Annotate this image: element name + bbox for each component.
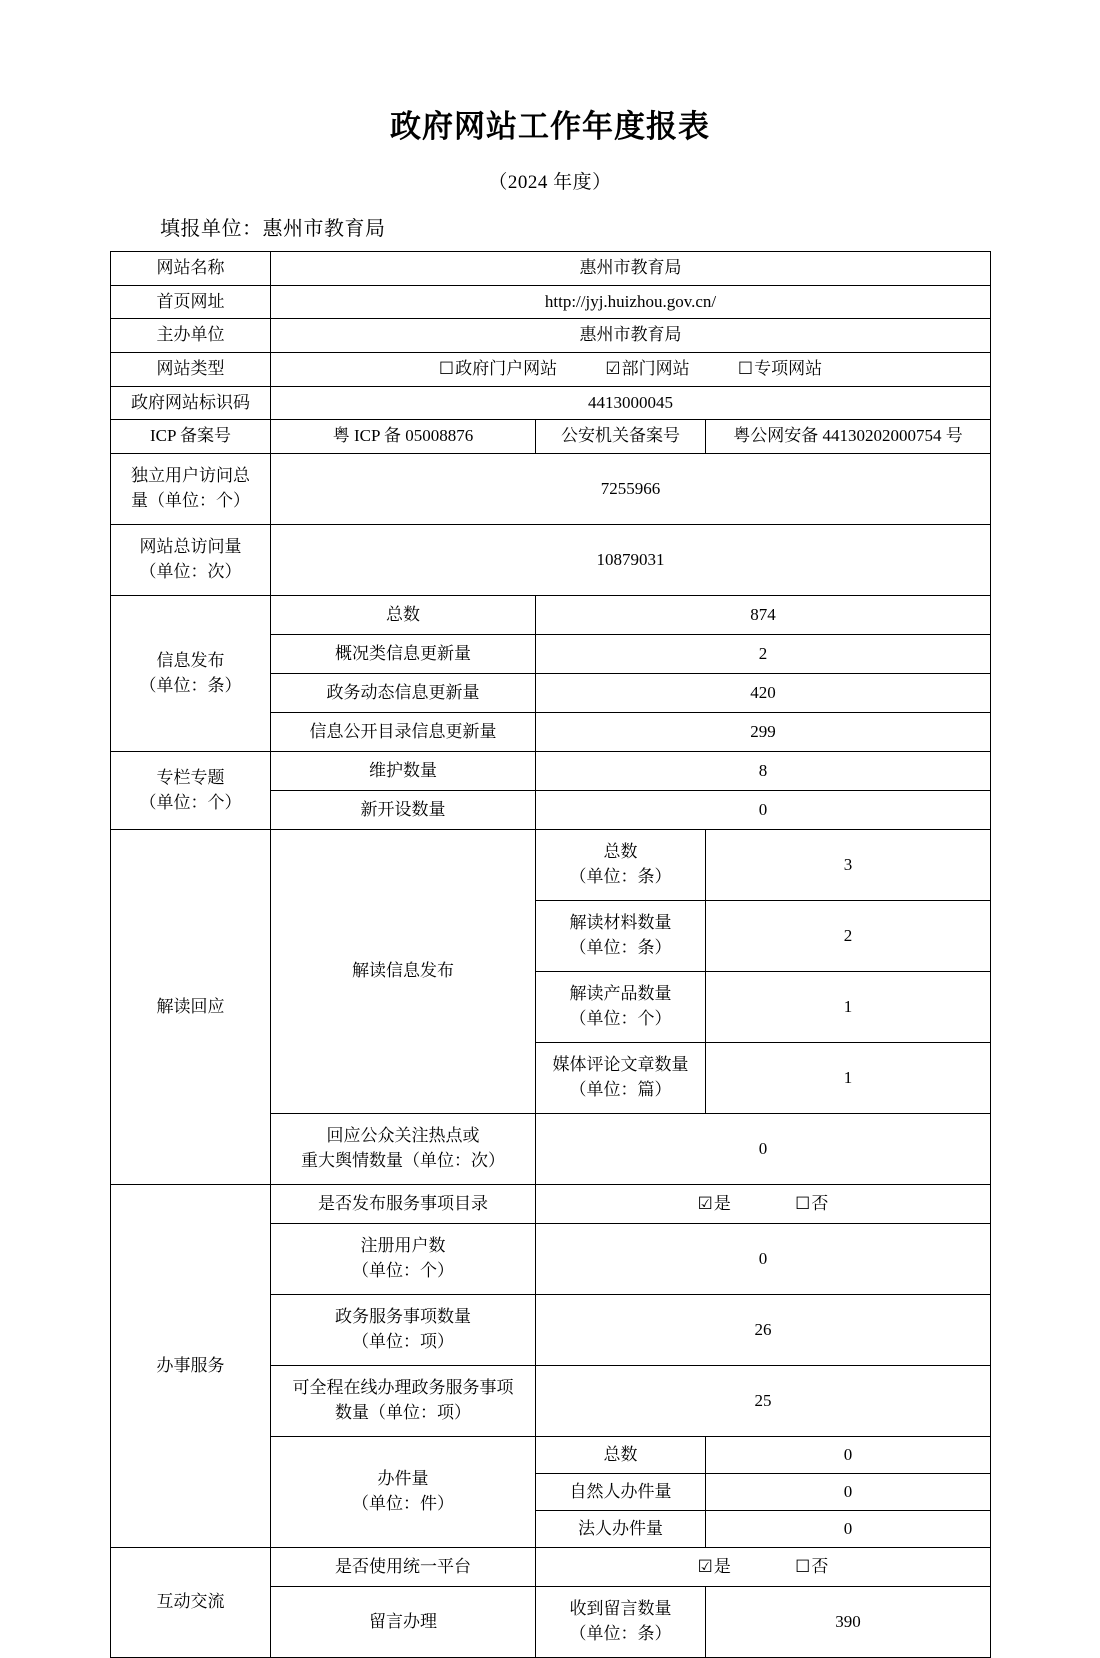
messages-received-label-line2: （单位：条） — [569, 1624, 672, 1644]
interpretation-row-label-line2: （单位：篇） — [569, 1080, 672, 1100]
info-publish-group-label-line2: （单位：条） — [139, 675, 242, 695]
service-catalog-label: 是否发布服务事项目录 — [271, 1185, 536, 1224]
interpretation-publish-label: 解读信息发布 — [271, 830, 536, 1114]
checkbox-empty-icon[interactable]: ☐ — [795, 1556, 811, 1577]
interpretation-row-label-line2: （单位：条） — [569, 867, 672, 887]
site-type-option-department[interactable] — [605, 357, 689, 382]
checkbox-checked-icon[interactable]: ☑ — [697, 1556, 713, 1577]
homepage-url-value[interactable]: http://jyj.huizhou.gov.cn/ — [271, 285, 991, 319]
site-type-option-special[interactable] — [738, 357, 822, 382]
filer-unit-line: 填报单位：惠州市教育局 — [160, 218, 386, 241]
columns-row-value: 8 — [536, 752, 991, 791]
gov-service-items-value: 26 — [536, 1295, 991, 1366]
info-publish-row-value: 874 — [536, 596, 991, 635]
gov-site-id-value: 4413000045 — [271, 386, 991, 420]
gov-site-id-label: 政府网站标识码 — [111, 386, 271, 420]
table-row — [111, 319, 991, 353]
checkbox-empty-icon[interactable]: ☐ — [795, 1193, 811, 1214]
case-volume-row-value: 0 — [706, 1474, 991, 1511]
interpretation-group-label: 解读回应 — [111, 830, 271, 1185]
site-name-value: 惠州市教育局 — [271, 252, 991, 286]
info-publish-row-label: 总数 — [271, 596, 536, 635]
gov-service-items-label-line2: （单位：项） — [352, 1332, 454, 1352]
interpretation-row-label-line1: 媒体评论文章数量 — [552, 1055, 689, 1075]
columns-row-label: 新开设数量 — [271, 791, 536, 830]
interpretation-row-value: 1 — [706, 1043, 991, 1114]
unique-visitors-label-line1: 独立用户访问总 — [131, 466, 250, 486]
table-row — [111, 454, 991, 525]
interpretation-row-label-line2: （单位：条） — [569, 938, 672, 958]
site-name-label: 网站名称 — [111, 252, 271, 286]
police-record-value: 粤公网安备 44130202000754 号 — [706, 420, 991, 454]
icp-value: 粤 ICP 备 05008876 — [271, 420, 536, 454]
site-type-label: 网站类型 — [111, 353, 271, 387]
interpretation-row-label — [536, 901, 706, 972]
case-volume-row-label: 法人办件量 — [536, 1511, 706, 1548]
site-type-option-group — [277, 357, 984, 382]
checkbox-checked-icon[interactable]: ☑ — [697, 1193, 713, 1214]
online-service-items-label — [271, 1366, 536, 1437]
unified-platform-option-group — [542, 1555, 984, 1580]
table-row — [111, 420, 991, 454]
case-volume-row-label: 总数 — [536, 1437, 706, 1474]
page-title: 政府网站工作年度报表 — [390, 109, 710, 144]
table-row — [111, 596, 991, 635]
site-type-option-portal-label: 政府门户网站 — [455, 359, 558, 379]
public-response-label-line2: 重大舆情数量（单位：次） — [301, 1151, 505, 1171]
table-row — [111, 752, 991, 791]
unified-platform-option-yes-label: 是 — [713, 1556, 731, 1576]
total-visits-value: 10879031 — [271, 525, 991, 596]
table-row — [111, 830, 991, 901]
interpretation-row-label-line1: 总数 — [603, 842, 638, 862]
interpretation-row-label — [536, 972, 706, 1043]
online-service-items-label-line1: 可全程在线办理政务服务事项 — [292, 1378, 514, 1398]
interpretation-row-value: 1 — [706, 972, 991, 1043]
columns-group-label-line1: 专栏专题 — [156, 767, 225, 787]
total-visits-label — [111, 525, 271, 596]
table-row — [111, 285, 991, 319]
registered-users-label-line1: 注册用户数 — [360, 1236, 446, 1256]
table-row — [111, 386, 991, 420]
unified-platform-option-yes[interactable] — [698, 1555, 731, 1580]
unified-platform-options — [536, 1548, 991, 1587]
site-type-option-special-label: 专项网站 — [754, 359, 823, 379]
public-response-label-line1: 回应公众关注热点或 — [326, 1126, 480, 1146]
columns-row-value: 0 — [536, 791, 991, 830]
interpretation-row-label — [536, 1043, 706, 1114]
total-visits-label-line1: 网站总访问量 — [139, 537, 242, 557]
table-row — [111, 252, 991, 286]
unified-platform-option-no-label: 否 — [811, 1556, 829, 1576]
interpretation-row-label-line2: （单位：个） — [569, 1009, 672, 1029]
online-service-items-value: 25 — [536, 1366, 991, 1437]
message-handling-label: 留言办理 — [271, 1587, 536, 1658]
unified-platform-option-no[interactable] — [795, 1555, 828, 1580]
info-publish-group-label — [111, 596, 271, 752]
info-publish-row-label: 信息公开目录信息更新量 — [271, 713, 536, 752]
unified-platform-label: 是否使用统一平台 — [271, 1548, 536, 1587]
info-publish-row-value: 2 — [536, 635, 991, 674]
checkbox-checked-icon[interactable]: ☑ — [605, 359, 621, 380]
messages-received-label — [536, 1587, 706, 1658]
interpretation-row-label — [536, 830, 706, 901]
online-service-items-label-line2: 数量（单位：项） — [335, 1403, 471, 1423]
service-catalog-option-yes[interactable] — [698, 1192, 731, 1217]
page-subtitle: （2024 年度） — [488, 172, 612, 194]
case-volume-row-label: 自然人办件量 — [536, 1474, 706, 1511]
checkbox-empty-icon[interactable]: ☐ — [737, 359, 754, 380]
case-volume-row-value: 0 — [706, 1511, 991, 1548]
public-response-label — [271, 1114, 536, 1185]
messages-received-label-line1: 收到留言数量 — [569, 1599, 672, 1619]
gov-service-items-label — [271, 1295, 536, 1366]
table-row — [111, 1548, 991, 1587]
gov-service-items-label-line1: 政务服务事项数量 — [335, 1307, 471, 1327]
service-catalog-options — [536, 1185, 991, 1224]
case-volume-row-value: 0 — [706, 1437, 991, 1474]
interpretation-row-label-line1: 解读产品数量 — [569, 984, 672, 1004]
interpretation-row-value: 2 — [706, 901, 991, 972]
messages-received-value: 390 — [706, 1587, 991, 1658]
columns-group-label — [111, 752, 271, 830]
registered-users-label — [271, 1224, 536, 1295]
case-volume-label-line2: （单位：件） — [352, 1494, 454, 1514]
table-row — [111, 353, 991, 387]
service-catalog-option-group — [542, 1192, 984, 1217]
homepage-url-label: 首页网址 — [111, 285, 271, 319]
service-catalog-option-no-label: 否 — [811, 1193, 829, 1213]
table-row — [111, 525, 991, 596]
icp-label: ICP 备案号 — [111, 420, 271, 454]
service-catalog-option-yes-label: 是 — [713, 1193, 731, 1213]
unique-visitors-label-line2: 量（单位：个） — [131, 491, 250, 511]
case-volume-label-line1: 办件量 — [377, 1469, 429, 1489]
site-type-options — [271, 353, 991, 387]
site-type-option-portal[interactable] — [439, 357, 557, 382]
case-volume-label — [271, 1437, 536, 1548]
registered-users-value: 0 — [536, 1224, 991, 1295]
host-unit-label: 主办单位 — [111, 319, 271, 353]
interpretation-row-label-line1: 解读材料数量 — [569, 913, 672, 933]
table-row — [111, 1185, 991, 1224]
annual-report-table — [110, 251, 991, 1658]
service-catalog-option-no[interactable] — [795, 1192, 828, 1217]
site-type-option-department-label: 部门网站 — [621, 359, 690, 379]
info-publish-row-label: 政务动态信息更新量 — [271, 674, 536, 713]
host-unit-value: 惠州市教育局 — [271, 319, 991, 353]
total-visits-label-line2: （单位：次） — [139, 562, 242, 582]
info-publish-row-label: 概况类信息更新量 — [271, 635, 536, 674]
info-publish-row-value: 420 — [536, 674, 991, 713]
public-response-value: 0 — [536, 1114, 991, 1185]
info-publish-group-label-line1: 信息发布 — [156, 650, 225, 670]
interaction-group-label: 互动交流 — [111, 1548, 271, 1658]
unique-visitors-value: 7255966 — [271, 454, 991, 525]
checkbox-empty-icon[interactable]: ☐ — [438, 359, 455, 380]
services-group-label: 办事服务 — [111, 1185, 271, 1548]
registered-users-label-line2: （单位：个） — [352, 1261, 454, 1281]
interpretation-row-value: 3 — [706, 830, 991, 901]
columns-row-label: 维护数量 — [271, 752, 536, 791]
police-record-label: 公安机关备案号 — [536, 420, 706, 454]
unique-visitors-label — [111, 454, 271, 525]
columns-group-label-line2: （单位：个） — [139, 792, 242, 812]
info-publish-row-value: 299 — [536, 713, 991, 752]
